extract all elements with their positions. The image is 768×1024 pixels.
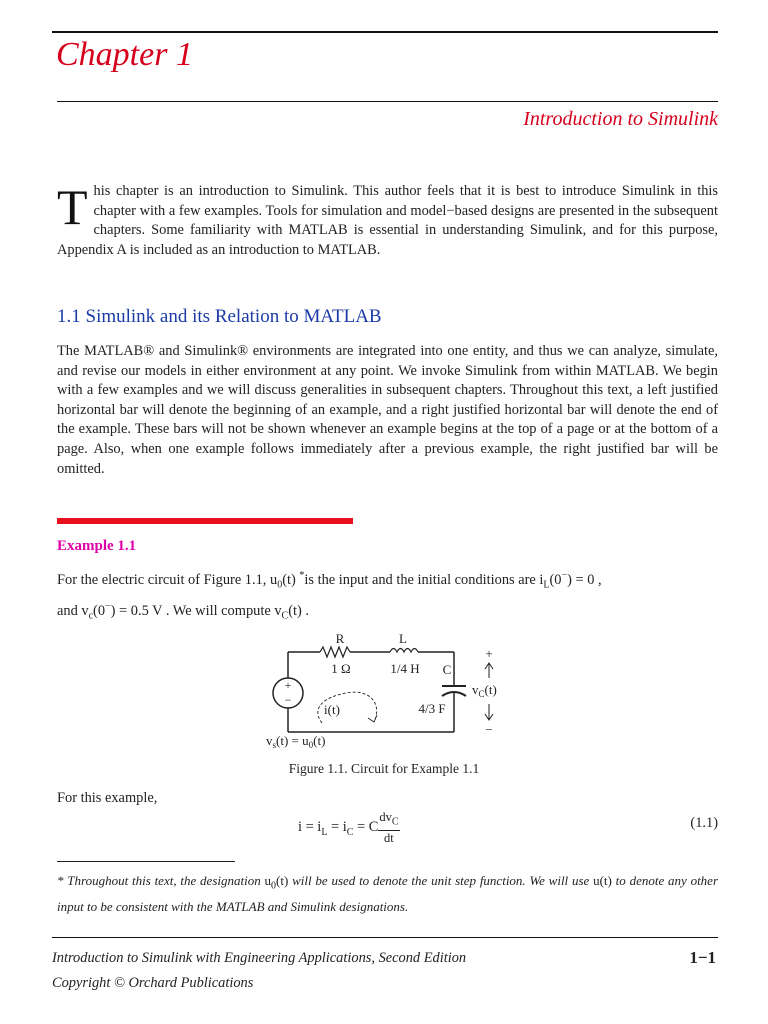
- example-heading: Example 1.1: [57, 538, 137, 554]
- derivative-fraction: $\frac{dv_C}{dt}$: [379, 810, 399, 845]
- vc-label: $v_C(t)$: [472, 682, 497, 699]
- intro-paragraph: [57, 179, 718, 260]
- resistor-value: 1 Ω: [331, 661, 351, 676]
- capacitor-label: C: [442, 662, 452, 677]
- footer-book-title: Introduction to Simulink with Engineering Applications, Second Edition: [52, 950, 467, 966]
- vc-plus: +: [485, 646, 493, 661]
- inductor-value: 1/4 H: [390, 661, 420, 676]
- page-number: 1−1: [689, 948, 716, 967]
- top-rule: [52, 31, 718, 33]
- section-heading: 1.1 Simulink and its Relation to MATLAB: [57, 306, 382, 327]
- footnote-rule: [57, 861, 235, 862]
- drop-cap: T: [57, 179, 88, 235]
- footer-rule: [52, 937, 718, 938]
- inductor-label: L: [399, 631, 407, 646]
- equation-1-1: $i = i_L = i_C = C$ $\frac{dv_C}{dt}$: [298, 810, 399, 845]
- current-label: i(t): [324, 702, 340, 717]
- example-start-bar: [57, 518, 353, 524]
- source-minus: −: [284, 693, 292, 707]
- intro-text: his chapter is an introduction to Simulink. This author feels that it is best to introduce Simulink in this chapter with a few examples. Tools for simulation and model−based designs are presented in the subsequent chapters. Some familiarity with MATLAB is essential in understanding Simulink, and for this purpose, Appendix A is included as an introduction to MATLAB.: [57, 183, 718, 258]
- equation-number: (1.1): [690, 815, 718, 831]
- capacitor-value: 4/3 F: [418, 701, 446, 716]
- resistor-label: R: [335, 631, 345, 646]
- example-line-1: For the electric circuit of Figure 1.1, $u_0(t)$ *is the input and the initial conditions are $i_L(0^-) = 0$ ,: [57, 570, 602, 591]
- source-plus: +: [284, 678, 292, 692]
- section-paragraph: The MATLAB® and Simulink® environments are integrated into one entity, and thus we can analyze, simulate, and revise our models in either environment at any point. We invoke Simulink from within MATLAB. We begin with a few examples and we will discuss generalities in subsequent chapters. Throughout this text, a left justified horizontal bar will denote the beginning of an example, and a right justified horizontal bar will denote the end of the example. These bars will not be shown whenever an example begins at the top of a page or at the bottom of a page. Also, when one example follows immediately after a previous example, the right justified bar will be omitted.: [57, 343, 718, 477]
- chapter-subtitle: Introduction to Simulink: [523, 108, 718, 130]
- vc-minus: −: [485, 722, 493, 737]
- circuit-diagram: [262, 626, 522, 756]
- source-label: $v_s(t) = u_0(t)$: [266, 733, 326, 750]
- chapter-title: Chapter 1: [56, 36, 193, 73]
- figure-caption: Figure 1.1. Circuit for Example 1.1: [288, 761, 480, 776]
- current-arrowhead: [368, 715, 377, 722]
- footer-copyright: Copyright © Orchard Publications: [52, 975, 254, 991]
- inductor-symbol: [390, 649, 418, 653]
- footnote: * Throughout this text, the designation $u_0(t)$ will be used to denote the unit step function. We will use u(t) to denote any other input to be consistent with the MATLAB and Simulink designations.: [57, 873, 719, 914]
- equation-intro: For this example,: [57, 790, 158, 806]
- resistor-symbol: [320, 647, 350, 657]
- example-line-2: and $v_c(0^-) = 0.5$ V . We will compute $v_C(t)$ .: [57, 601, 309, 622]
- header-rule: [57, 101, 718, 102]
